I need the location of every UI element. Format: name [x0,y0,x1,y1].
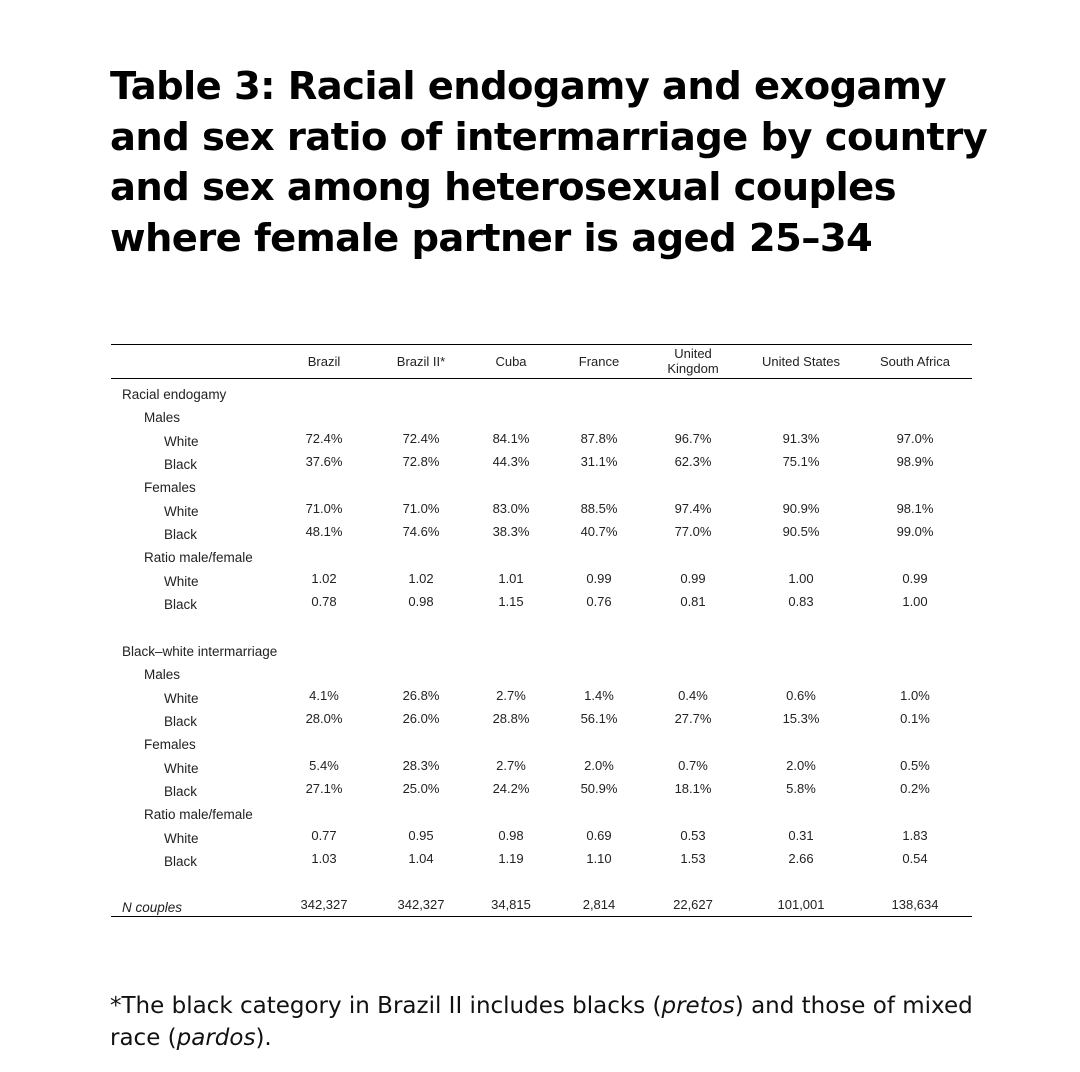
table-cell: 0.99 [902,571,928,586]
table-cell: 0.4% [678,688,708,703]
table-cell: 97.4% [674,501,712,516]
table-cell: 1.83 [902,828,928,843]
table-cell: 2,814 [582,897,616,912]
section-label: Black–white intermarriage [122,644,278,659]
table-cell: 1.00 [902,594,928,609]
table-cell: 0.95 [408,828,434,843]
table-cell: 98.9% [896,454,934,469]
table-cell: 62.3% [674,454,712,469]
table-cell: 2.0% [786,758,816,773]
table-top-rule [111,344,972,345]
table-cell: 0.53 [680,828,706,843]
table-cell: 56.1% [580,711,618,726]
table-cell: 75.1% [782,454,820,469]
table-cell: 84.1% [492,431,530,446]
table-cell: 0.2% [900,781,930,796]
row-label: White [164,761,199,776]
table-cell: 0.78 [311,594,337,609]
table-cell: 28.8% [492,711,530,726]
table-cell: 99.0% [896,524,934,539]
table-cell: 74.6% [402,524,440,539]
column-header: Brazil II* [396,354,446,369]
row-label: White [164,691,199,706]
table-cell: 1.01 [498,571,524,586]
row-label: White [164,574,199,589]
table-cell: 72.4% [402,431,440,446]
row-label: Black [164,784,198,799]
table-cell: 342,327 [300,897,348,912]
section-label: N couples [122,900,183,915]
table-cell: 5.8% [786,781,816,796]
table-cell: 15.3% [782,711,820,726]
table-cell: 44.3% [492,454,530,469]
row-label: White [164,434,199,449]
table-cell: 1.02 [311,571,337,586]
table-cell: 26.0% [402,711,440,726]
table-cell: 25.0% [402,781,440,796]
table-cell: 22,627 [673,897,713,912]
footnote-term-pretos: pretos [661,993,735,1019]
table-cell: 0.6% [786,688,816,703]
table-cell: 28.3% [402,758,440,773]
group-label: Ratio male/female [144,807,253,822]
table-cell: 0.54 [902,851,928,866]
table-cell: 0.31 [788,828,814,843]
footnote-text: *The black category in Brazil II includes blacks ( [110,993,662,1019]
table-cell: 37.6% [305,454,343,469]
table-cell: 0.77 [311,828,337,843]
table-header-rule [111,378,972,379]
table-cell: 27.1% [305,781,343,796]
table-cell: 1.53 [680,851,706,866]
table-cell: 87.8% [580,431,618,446]
table-cell: 88.5% [580,501,618,516]
row-label: Black [164,854,198,869]
table-cell: 0.98 [498,828,524,843]
row-label: White [164,831,199,846]
table-cell: 28.0% [305,711,343,726]
data-table [111,344,972,917]
section-label: Racial endogamy [122,387,227,402]
group-label: Ratio male/female [144,550,253,565]
table-cell: 24.2% [492,781,530,796]
table-cell: 98.1% [896,501,934,516]
table-cell: 0.98 [408,594,434,609]
table-cell: 97.0% [896,431,934,446]
column-header: United States [761,354,841,369]
table-cell: 5.4% [309,758,339,773]
row-label: White [164,504,199,519]
row-label: Black [164,527,198,542]
table-cell: 34,815 [491,897,531,912]
table-cell: 4.1% [309,688,339,703]
table-cell: 90.9% [782,501,820,516]
table-cell: 0.69 [586,828,612,843]
column-header: United Kingdom [667,346,719,376]
table-cell: 48.1% [305,524,343,539]
table-cell: 83.0% [492,501,530,516]
table-bottom-rule [111,916,972,917]
table-cell: 90.5% [782,524,820,539]
table-cell: 0.76 [586,594,612,609]
footnote [110,990,1010,1054]
table-cell: 71.0% [402,501,440,516]
table-cell: 31.1% [580,454,618,469]
table-title: Table 3: Racial endogamy and exogamy and sex ratio of intermarriage by country and sex among heterosexual couples where female partner is aged 25–34 [110,64,988,261]
table-cell: 72.8% [402,454,440,469]
column-header: Cuba [495,354,527,369]
table-cell: 1.15 [498,594,524,609]
table-cell: 2.7% [496,758,526,773]
row-label: Black [164,457,198,472]
column-header: France [578,354,620,369]
row-label: Black [164,714,198,729]
table-cell: 0.81 [680,594,706,609]
footnote-term-pardos: pardos [176,1025,256,1051]
table-cell: 71.0% [305,501,343,516]
table-cell: 91.3% [782,431,820,446]
group-label: Females [144,480,196,495]
table-cell: 50.9% [580,781,618,796]
table-cell: 1.03 [311,851,337,866]
group-label: Males [144,667,181,682]
table-cell: 138,634 [891,897,939,912]
table-cell: 27.7% [674,711,712,726]
footnote-text: ) and those of mixed race ( [110,993,973,1051]
table-cell: 2.66 [788,851,814,866]
table-cell: 0.7% [678,758,708,773]
table-cell: 72.4% [305,431,343,446]
table-cell: 1.4% [584,688,614,703]
group-label: Males [144,410,181,425]
column-header: South Africa [879,354,951,369]
table-cell: 0.99 [586,571,612,586]
table-cell: 101,001 [777,897,825,912]
table-cell: 1.19 [498,851,524,866]
row-label: Black [164,597,198,612]
group-label: Females [144,737,196,752]
table-cell: 18.1% [674,781,712,796]
table-cell: 96.7% [674,431,712,446]
table-cell: 1.00 [788,571,814,586]
footnote-text: ). [255,1025,272,1051]
table-cell: 1.02 [408,571,434,586]
table-cell: 2.0% [584,758,614,773]
table-cell: 0.83 [788,594,814,609]
table-cell: 0.5% [900,758,930,773]
table-cell: 0.1% [900,711,930,726]
table-cell: 40.7% [580,524,618,539]
column-header: Brazil [307,354,341,369]
table-cell: 1.04 [408,851,434,866]
table-cell: 1.10 [586,851,612,866]
table-cell: 342,327 [397,897,445,912]
table-cell: 0.99 [680,571,706,586]
table-cell: 1.0% [900,688,930,703]
table-cell: 38.3% [492,524,530,539]
table-cell: 2.7% [496,688,526,703]
table-cell: 26.8% [402,688,440,703]
table-cell: 77.0% [674,524,712,539]
